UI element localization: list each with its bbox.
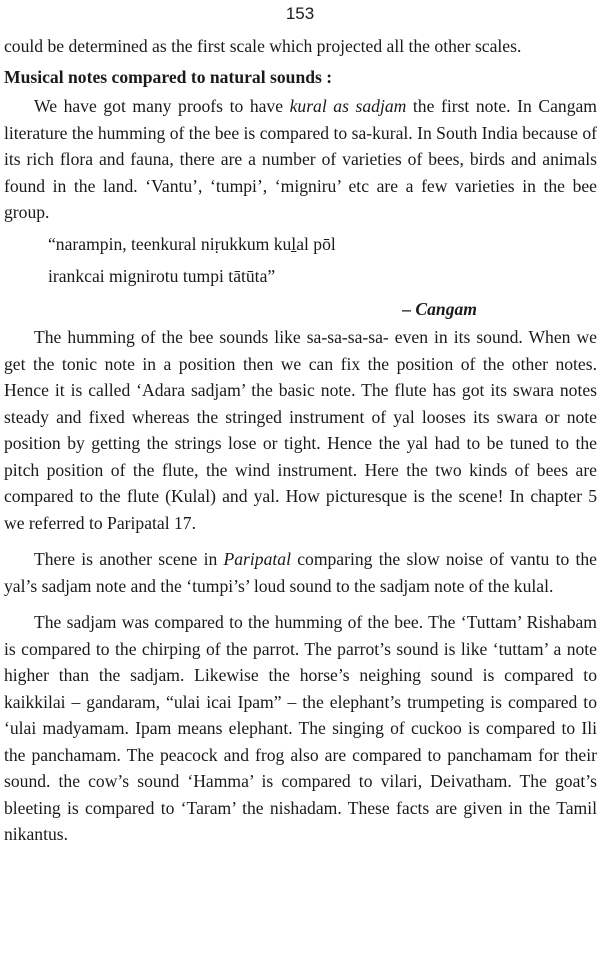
section-heading: Musical notes compared to natural sounds : <box>4 66 333 87</box>
paripatal-text-1: There is another scene in <box>34 549 224 569</box>
intro-paragraph: could be determined as the first scale which projected all the other scales. <box>4 36 522 56</box>
humming-paragraph: The humming of the bee sounds like sa-sa-sa-sa- even in its sound. When we get the tonic note in a position then we can fix the position of the other notes. Hence it is called ‘Adara sadjam’ the basic note. The flute has got its swara notes steady and fixed whereas the stringed instrument of yal looses its swara or note position by getting the strings lose or tight. Hence the yal had to be tuned to the pitch position of the flute, the wind instrument. Here the two kinds of bees are compared to the flute (Kulal) and yal. How picturesque is the scene! In chapter 5 we referred to Paripatal 17. <box>4 327 597 533</box>
page-number: 153 <box>285 4 315 23</box>
paripatal-paragraph <box>4 546 597 599</box>
page-body <box>4 33 597 848</box>
verse-line-2: irankcai mignirotu tumpi tātūta” <box>48 266 276 286</box>
paripatal-text-2: comparing the slow noise of vantu to the yal’s sadjam note and the ‘tumpi’s’ loud sound to the sadjam note of the kulal. <box>4 549 597 596</box>
sadjam-paragraph: The sadjam was compared to the humming of the bee. The ‘Tuttam’ Rishabam is compared to the chirping of the parrot. The parrot’s sound is like ‘tuttam’ a note higher than the sadjam. Likewise the horse’s neighing sound is compared to kaikkilai – gandaram, “ulai icai Ipam” – the elephant’s trumpeting is compared to ‘ulai madyamam. Ipam means elephant. The singing of cuckoo is compared to Ili the panchamam. The peacock and frog also are compared to panchamam for their sound. the cow’s sound ‘Hamma’ is compared to vilari, Deivatham. The goat’s bleeting is compared to ‘Taram’ the nishadam. These facts are given in the Tamil nikantus. <box>4 612 597 844</box>
bee-paragraph-text-2: the first note. In Cangam literature the humming of the bee is compared to sa-kural. In South India because of its rich flora and fauna, there are a number of varieties of bees, birds and animals found in the land. ‘Vantu’, ‘tumpi’, ‘migniru’ etc are a few varieties in the bee group. <box>4 96 597 222</box>
bee-paragraph <box>4 93 597 226</box>
bee-paragraph-emphasis: kural as sadjam <box>289 96 407 116</box>
verse-attribution: – Cangam <box>402 298 477 319</box>
paripatal-emphasis: Paripatal <box>223 549 291 569</box>
verse-line-1: “narampin, teenkural niṛukkum kuḻal pōl <box>48 233 336 254</box>
bee-paragraph-text-1: We have got many proofs to have <box>34 96 290 116</box>
verse-quote <box>4 231 597 290</box>
